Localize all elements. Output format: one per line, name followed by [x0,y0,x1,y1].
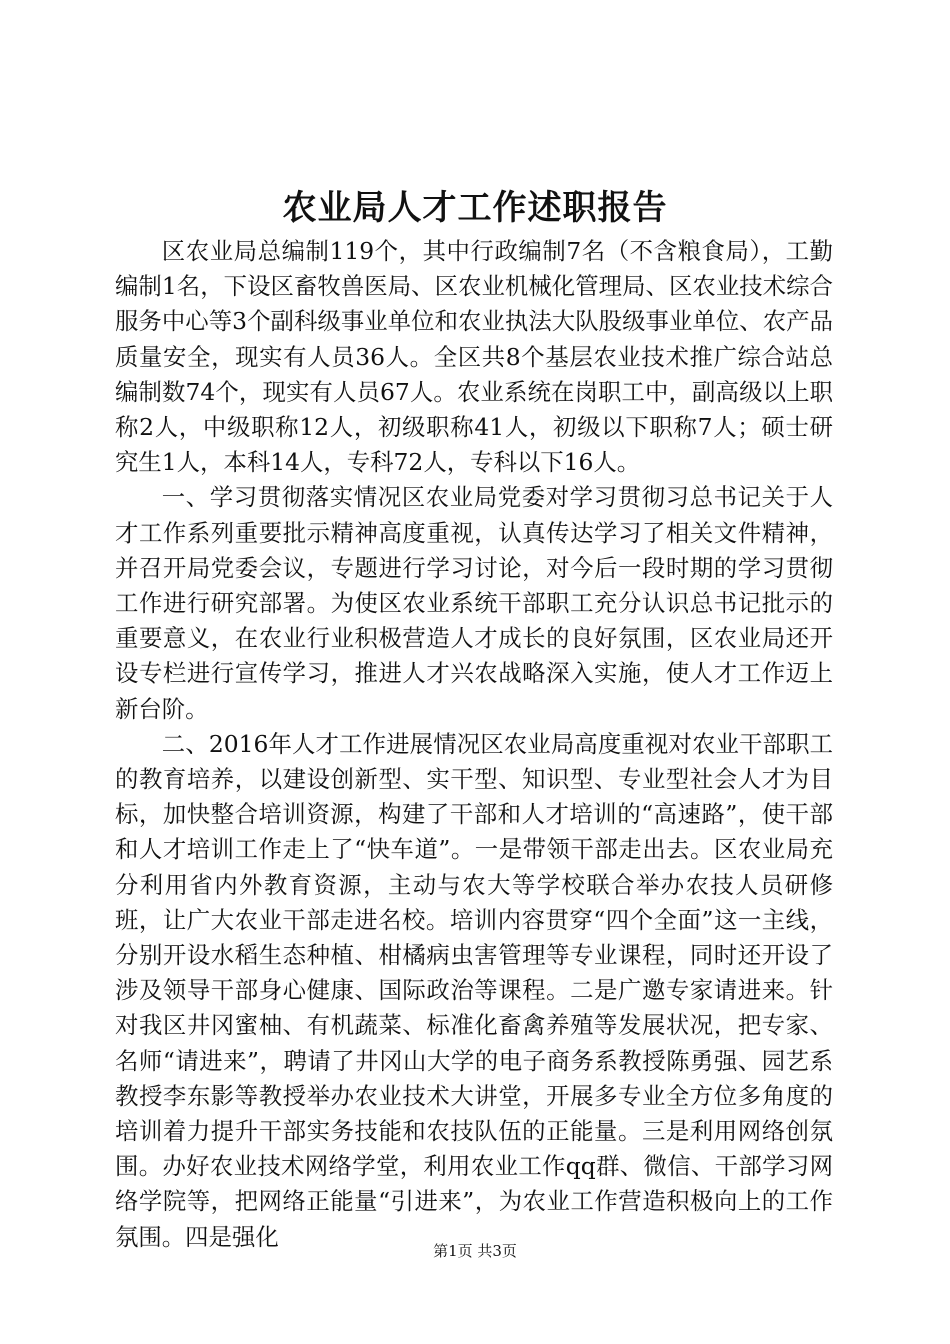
document-body [115,234,833,1255]
paragraph-work-progress: 二、2016年人才工作进展情况区农业局高度重视对农业干部职工的教育培养，以建设创新型、实干型、知识型、专业型社会人才为目标，加快整合培训资源，构建了干部和人才培训的“高速路”，使干部和人才培训工作走上了“快车道”。一是带领干部走出去。区农业局充分利用省内外教育资源，主动与农大等学校联合举办农技人员研修班，让广大农业干部走进名校。培训内容贯穿“四个全面”这一主线，分别开设水稻生态种植、柑橘病虫害管理等专业课程，同时还开设了涉及领导干部身心健康、国际政治等课程。二是广邀专家请进来。针对我区井冈蜜柚、有机蔬菜、标准化畜禽养殖等发展状况，把专家、名师“请进来”，聘请了井冈山大学的电子商务系教授陈勇强、园艺系教授李东影等教授举办农业技术大讲堂，开展多专业全方位多角度的培训着力提升干部实务技能和农技队伍的正能量。三是利用网络创氛围。办好农业技术网络学堂，利用农业工作qq群、微信、干部学习网络学院等，把网络正能量“引进来”，为农业工作营造积极向上的工作氛围。四是强化 [115,729,833,1251]
document-title: 农业局人才工作述职报告 [282,188,668,228]
paragraph-staffing: 区农业局总编制119个，其中行政编制7名（不含粮食局），工勤编制1名，下设区畜牧兽医局、区农业机械化管理局、区农业技术综合服务中心等3个副科级事业单位和农业执法大队股级事业单位、农产品质量安全，现实有人员36人。全区共8个基层农业技术推广综合站总编制数74个，现实有人员67人。农业系统在岗职工中，副高级以上职称2人，中级职称12人，初级职称41人，初级以下职称7人；硕士研究生1人，本科14人，专科72人，专科以下16人。 [115,237,833,477]
page-number-footer: 第1页 共3页 [433,1242,517,1260]
paragraph-study-implementation: 一、学习贯彻落实情况区农业局党委对学习贯彻习总书记关于人才工作系列重要批示精神高度重视，认真传达学习了相关文件精神，并召开局党委会议，专题进行学习讨论，对今后一段时期的学习贯彻工作进行研究部署。为使区农业系统干部职工充分认识总书记批示的重要意义，在农业行业积极营造人才成长的良好氛围，区农业局还开设专栏进行宣传学习，推进人才兴农战略深入实施，使人才工作迈上新台阶。 [115,483,833,723]
